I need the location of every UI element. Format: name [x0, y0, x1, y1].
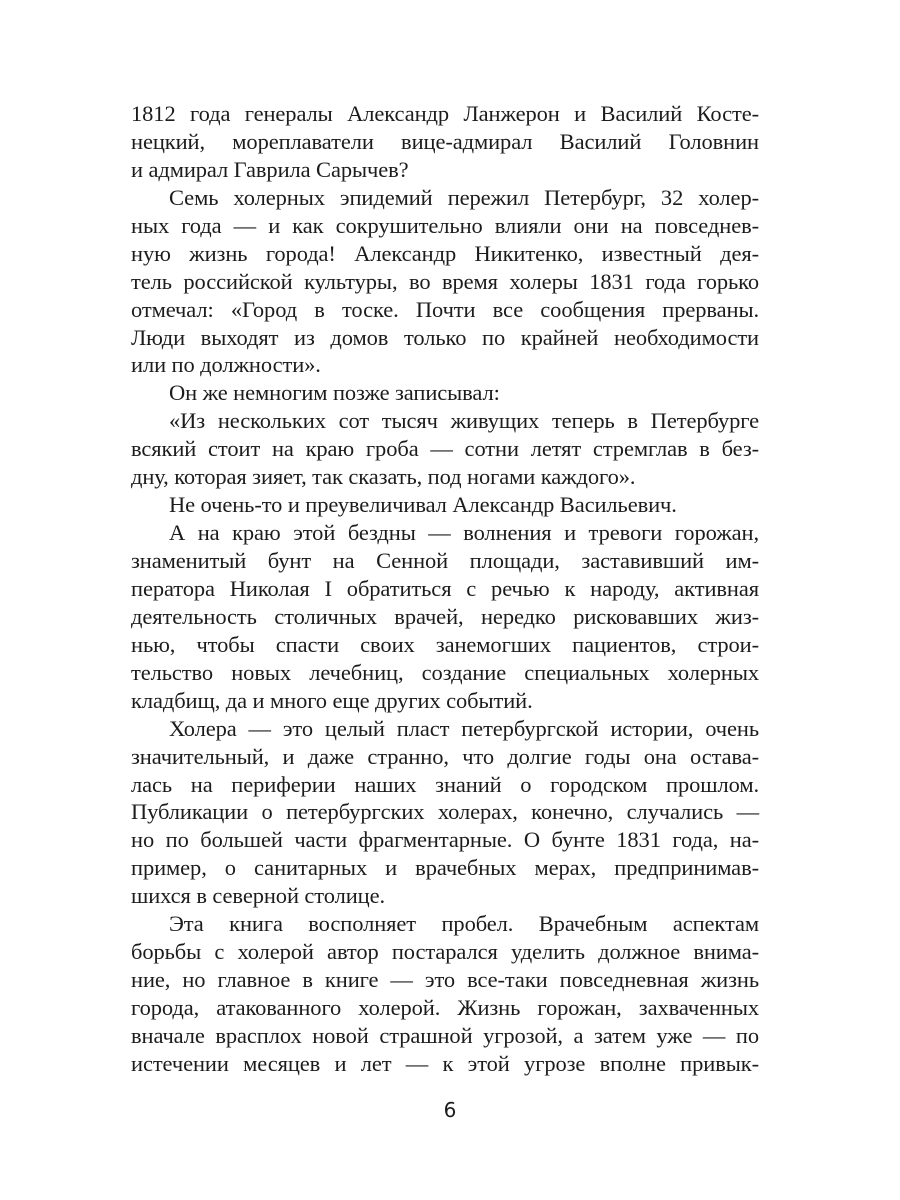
text-line: Люди выходят из домов только по крайней необходимости [131, 324, 759, 350]
paragraph-first-line: «Из нескольких сот тысяч живущих теперь в Петербурге [169, 408, 759, 434]
text-line: ператора Николая I обратиться с речью к народу, активная [131, 575, 759, 601]
text-line: знаменитый бунт на Сенной площади, заставивший им- [131, 548, 759, 573]
text-line: деятельность столичных врачей, нередко рисковавших жиз- [131, 603, 759, 629]
paragraph-first-line: А на краю этой бездны — волнения и тревоги горожан, [169, 520, 759, 546]
text-line: борьбы с холерой автор постарался уделить должное внима- [131, 939, 759, 965]
text-line: вначале врасплох новой страшной угрозой, а затем уже — по [131, 1022, 759, 1048]
text-line: Публикации о петербургских холерах, конечно, случались — [131, 799, 759, 825]
text-line: всякий стоит на краю гроба — сотни летят стремглав в без- [131, 436, 759, 462]
paragraph-first-line: Семь холерных эпидемий пережил Петербург, 32 холер- [169, 184, 759, 210]
page-number: 6 [443, 1098, 457, 1122]
text-line: ную жизнь города! Александр Никитенко, известный дея- [131, 240, 759, 266]
text-line: и адмирал Гаврила Сарычев? [131, 156, 409, 182]
text-line: тельство новых лечебниц, создание специальных холерных [131, 659, 759, 685]
paragraph-first-line: Не очень-то и преувеличивал Александр Васильевич. [169, 492, 677, 518]
text-line: значительный, и даже странно, что долгие годы она остава- [131, 743, 759, 769]
text-line: но по большей части фрагментарные. О бунте 1831 года, на- [131, 827, 759, 853]
text-line: города, атакованного холерой. Жизнь горожан, захваченных [131, 995, 759, 1020]
text-line: 1812 года генералы Александр Ланжерон и Василий Косте- [131, 101, 759, 126]
page-body [131, 100, 759, 1078]
text-line: шихся в северной столице. [131, 883, 386, 909]
paragraph-first-line: Эта книга восполняет пробел. Врачебным аспектам [169, 911, 759, 937]
text-line: нецкий, мореплаватели вице-адмирал Василий Головнин [131, 128, 759, 154]
text-line: кладбищ, да и много еще других событий. [131, 687, 533, 713]
text-line: отмечал: «Город в тоске. Почти все сообщения прерваны. [131, 296, 759, 322]
text-line: или по должности». [131, 352, 321, 378]
text-line: тель российской культуры, во время холеры 1831 года горько [131, 268, 759, 294]
text-line: ние, но главное в книге — это все-таки повседневная жизнь [131, 967, 759, 993]
paragraph-first-line: Холера — это целый пласт петербургской истории, очень [169, 715, 759, 741]
text-line: нью, чтобы спасти своих занемогших пациентов, строи- [131, 631, 759, 657]
text-line: лась на периферии наших знаний о городском прошлом. [131, 771, 759, 797]
text-line: дну, которая зияет, так сказать, под ногами каждого». [131, 464, 636, 490]
text-line: ных года — и как сокрушительно влияли они на повседнев- [131, 212, 759, 238]
text-line: истечении месяцев и лет — к этой угрозе вполне привык- [131, 1050, 759, 1076]
text-line: пример, о санитарных и врачебных мерах, предпринимав- [131, 855, 759, 881]
paragraph-first-line: Он же немногим позже записывал: [169, 380, 500, 406]
